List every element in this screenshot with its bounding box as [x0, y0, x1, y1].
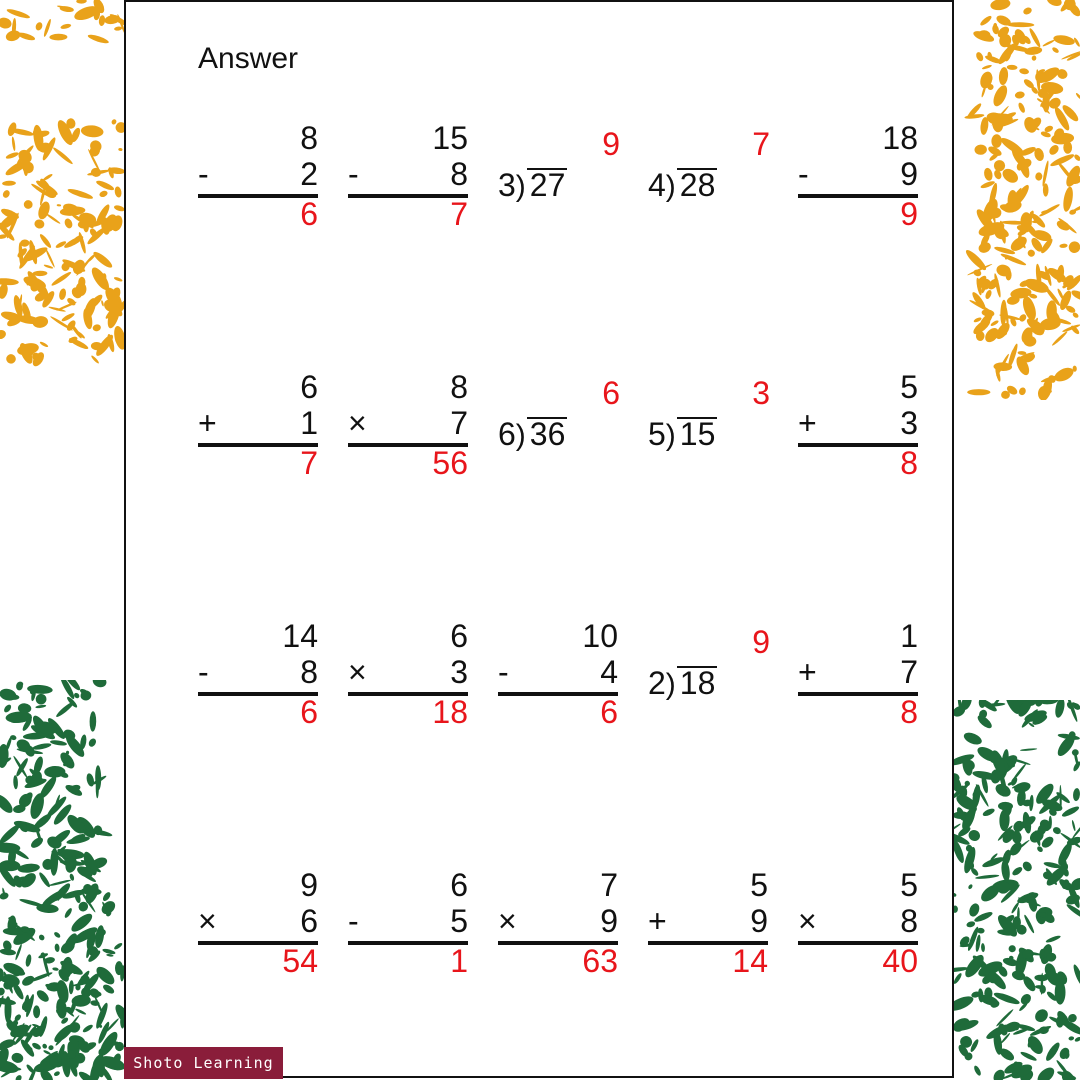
paint-speck — [35, 988, 51, 1004]
answer-value: 56 — [432, 445, 468, 481]
paint-speck — [1052, 826, 1062, 836]
quotient-answer: 9 — [752, 624, 770, 660]
paint-speck — [96, 776, 99, 798]
arithmetic-problem — [498, 867, 618, 977]
paint-speck — [1031, 55, 1037, 61]
paint-speck — [1, 189, 11, 199]
paint-speck — [14, 1074, 22, 1080]
paint-speck — [25, 1063, 35, 1074]
operator-sign: × — [198, 903, 217, 939]
paint-speck — [54, 943, 60, 952]
first-operand: 5 — [750, 867, 768, 903]
green-paint-splatter-bottom-left — [0, 680, 124, 1080]
worksheet-page — [124, 0, 954, 1078]
operator-sign: - — [498, 654, 509, 690]
operator-sign: - — [198, 654, 209, 690]
answer-value: 18 — [432, 694, 468, 730]
operator-sign: × — [798, 903, 817, 939]
paint-speck — [998, 67, 1009, 86]
paint-speck — [86, 253, 97, 263]
green-paint-splatter-bottom-right — [954, 700, 1080, 1080]
page-title: Answer — [198, 42, 299, 75]
paint-speck — [33, 1005, 40, 1018]
paint-speck — [977, 240, 993, 255]
paint-speck — [25, 954, 33, 967]
paint-speck — [113, 276, 123, 282]
paint-speck — [1062, 186, 1075, 213]
paint-speck — [967, 389, 990, 395]
paint-speck — [43, 1049, 52, 1055]
paint-speck — [42, 173, 53, 181]
paint-speck — [92, 324, 102, 332]
second-operand: 7 — [450, 405, 468, 441]
answer-value: 63 — [582, 943, 618, 979]
paint-speck — [39, 341, 49, 348]
second-operand: 9 — [600, 903, 618, 939]
paint-speck — [69, 980, 75, 994]
division-bracket: ) — [665, 419, 676, 452]
paint-speck — [38, 233, 52, 249]
paint-speck — [0, 328, 7, 340]
paint-speck — [1059, 243, 1068, 248]
second-operand: 7 — [900, 654, 918, 690]
operator-sign: × — [348, 654, 367, 690]
arithmetic-problem — [798, 867, 918, 977]
paint-speck — [1045, 934, 1061, 943]
paint-speck — [52, 146, 74, 165]
paint-speck — [5, 151, 19, 160]
paint-speck — [1045, 0, 1063, 8]
arithmetic-problem — [198, 618, 318, 728]
dividend: 18 — [677, 666, 718, 698]
paint-speck — [91, 250, 114, 270]
operator-sign: + — [198, 405, 217, 441]
second-operand: 2 — [300, 156, 318, 192]
paint-speck — [0, 16, 13, 30]
paint-speck — [67, 187, 94, 201]
paint-speck — [11, 136, 16, 151]
paint-speck — [1051, 46, 1059, 54]
paint-speck — [1007, 65, 1018, 71]
arithmetic-problem — [798, 120, 918, 230]
division-expression — [498, 416, 567, 454]
paint-speck — [55, 700, 76, 718]
answer-value: 7 — [450, 196, 468, 232]
paint-speck — [974, 144, 987, 155]
second-operand: 5 — [450, 903, 468, 939]
paint-speck — [3, 703, 13, 713]
paint-speck — [1022, 811, 1033, 834]
arithmetic-problem — [798, 618, 918, 728]
paint-speck — [36, 200, 52, 221]
dividend: 27 — [527, 168, 568, 200]
division-problem — [498, 120, 618, 230]
paint-speck — [984, 289, 993, 300]
paint-speck — [1019, 68, 1030, 75]
paint-speck — [75, 1008, 87, 1016]
answer-value: 6 — [300, 196, 318, 232]
paint-speck — [1035, 172, 1043, 181]
paint-speck — [114, 186, 122, 198]
paint-speck — [90, 355, 99, 365]
paint-speck — [43, 264, 53, 269]
answer-value: 9 — [900, 196, 918, 232]
paint-speck — [1067, 239, 1080, 255]
paint-speck — [1014, 91, 1025, 99]
paint-speck — [990, 319, 999, 327]
paint-speck — [981, 943, 985, 952]
paint-speck — [1033, 1007, 1051, 1025]
division-expression — [648, 416, 717, 454]
second-operand: 8 — [300, 654, 318, 690]
answer-value: 54 — [282, 943, 318, 979]
paint-speck — [114, 26, 122, 31]
paint-speck — [1073, 788, 1080, 802]
arithmetic-problem — [348, 120, 468, 230]
division-expression — [648, 167, 717, 205]
paint-speck — [1071, 820, 1076, 832]
paint-speck — [33, 271, 48, 277]
paint-speck — [1036, 98, 1042, 103]
paint-speck — [56, 301, 77, 312]
paint-speck — [63, 217, 74, 229]
answer-value: 40 — [882, 943, 918, 979]
quotient-answer: 6 — [602, 375, 620, 411]
paint-speck — [982, 807, 996, 817]
paint-speck — [118, 148, 123, 151]
paint-speck — [1035, 1065, 1057, 1080]
paint-speck — [1018, 386, 1027, 396]
operator-sign: + — [798, 405, 817, 441]
paint-speck — [80, 124, 104, 138]
first-operand: 8 — [300, 120, 318, 156]
division-bracket: ) — [515, 419, 526, 452]
paint-speck — [31, 1041, 42, 1051]
arithmetic-problem — [348, 867, 468, 977]
paint-speck — [63, 907, 73, 919]
arithmetic-problem — [498, 618, 618, 728]
answer-value: 14 — [732, 943, 768, 979]
paint-speck — [111, 118, 118, 125]
operator-sign: - — [798, 156, 809, 192]
operator-sign: - — [198, 156, 209, 192]
paint-speck — [35, 693, 48, 706]
first-operand: 18 — [882, 120, 918, 156]
first-operand: 9 — [300, 867, 318, 903]
paint-speck — [91, 680, 108, 689]
paint-speck — [10, 1052, 24, 1065]
paint-speck — [76, 0, 87, 4]
paint-speck — [1022, 6, 1033, 16]
paint-speck — [55, 240, 67, 249]
paint-speck — [52, 967, 59, 971]
first-operand: 6 — [450, 867, 468, 903]
paint-speck — [29, 836, 45, 850]
divisor: 4 — [648, 167, 666, 203]
paint-speck — [22, 198, 34, 210]
paint-speck — [113, 942, 123, 951]
first-operand: 1 — [900, 618, 918, 654]
paint-speck — [1020, 748, 1037, 751]
divisor: 3 — [498, 167, 516, 203]
paint-speck — [1000, 300, 1007, 326]
first-operand: 6 — [300, 369, 318, 405]
paint-speck — [1068, 1036, 1074, 1041]
paint-speck — [954, 972, 963, 985]
paint-speck — [57, 204, 62, 207]
paint-speck — [962, 730, 983, 747]
paint-speck — [1052, 365, 1075, 384]
paint-speck — [1053, 34, 1076, 47]
first-operand: 15 — [432, 120, 468, 156]
paint-speck — [49, 34, 67, 41]
quotient-answer: 9 — [602, 126, 620, 162]
paint-speck — [966, 920, 976, 928]
paint-speck — [954, 892, 957, 897]
paint-speck — [1042, 39, 1055, 47]
quotient-answer: 7 — [752, 126, 770, 162]
paint-speck — [2, 181, 16, 186]
second-operand: 4 — [600, 654, 618, 690]
divisor: 6 — [498, 416, 516, 452]
division-bracket: ) — [515, 170, 526, 203]
dividend: 36 — [527, 417, 568, 449]
paint-speck — [983, 167, 994, 181]
paint-speck — [991, 134, 1002, 148]
answer-value: 8 — [900, 694, 918, 730]
divisor: 5 — [648, 416, 666, 452]
paint-speck — [101, 300, 105, 307]
paint-speck — [1028, 27, 1042, 48]
second-operand: 3 — [900, 405, 918, 441]
division-problem — [648, 120, 768, 230]
arithmetic-problem — [348, 369, 468, 479]
paint-speck — [1017, 102, 1026, 114]
paint-speck — [1075, 92, 1080, 100]
answer-value: 6 — [600, 694, 618, 730]
paint-speck — [1011, 865, 1024, 877]
second-operand: 3 — [450, 654, 468, 690]
dividend: 15 — [677, 417, 718, 449]
dividend: 28 — [677, 168, 718, 200]
second-operand: 8 — [900, 903, 918, 939]
paint-speck — [1073, 153, 1080, 162]
answer-value: 6 — [300, 694, 318, 730]
paint-speck — [34, 21, 43, 31]
paint-speck — [115, 1042, 124, 1051]
paint-speck — [38, 871, 52, 888]
arithmetic-problem — [198, 120, 318, 230]
division-bracket: ) — [665, 170, 676, 203]
second-operand: 8 — [450, 156, 468, 192]
orange-paint-splatter-top-right — [954, 0, 1080, 400]
paint-speck — [979, 14, 993, 27]
operator-sign: + — [648, 903, 667, 939]
paint-speck — [954, 823, 961, 832]
paint-speck — [0, 948, 16, 956]
paint-speck — [102, 983, 116, 996]
paint-speck — [1027, 249, 1036, 258]
answer-value: 7 — [300, 445, 318, 481]
paint-speck — [967, 884, 973, 890]
division-expression — [648, 665, 717, 703]
second-operand: 9 — [900, 156, 918, 192]
paint-speck — [973, 1065, 982, 1077]
first-operand: 14 — [282, 618, 318, 654]
operator-sign: - — [348, 903, 359, 939]
paint-speck — [1070, 288, 1080, 302]
paint-speck — [48, 1045, 54, 1051]
paint-speck — [1008, 945, 1016, 953]
paint-speck — [954, 905, 958, 913]
second-operand: 9 — [750, 903, 768, 939]
paint-speck — [1044, 1041, 1062, 1063]
paint-speck — [35, 704, 46, 708]
paint-speck — [20, 974, 36, 988]
paint-speck — [89, 711, 96, 732]
paint-speck — [95, 179, 115, 192]
paint-speck — [998, 802, 1013, 811]
quotient-answer: 3 — [752, 375, 770, 411]
paint-speck — [1072, 964, 1080, 988]
paint-speck — [1021, 860, 1034, 873]
brand-badge: Shoto Learning — [124, 1047, 283, 1079]
first-operand: 10 — [582, 618, 618, 654]
paint-speck — [1061, 805, 1080, 819]
paint-speck — [1054, 700, 1066, 719]
paint-speck — [13, 775, 18, 789]
paint-speck — [53, 1070, 60, 1077]
paint-speck — [1047, 143, 1060, 156]
operator-sign: × — [498, 903, 517, 939]
paint-speck — [85, 773, 95, 788]
first-operand: 8 — [450, 369, 468, 405]
paint-speck — [43, 18, 52, 37]
paint-speck — [975, 874, 999, 880]
division-expression — [498, 167, 567, 205]
second-operand: 1 — [300, 405, 318, 441]
division-problem — [498, 369, 618, 479]
answer-value: 1 — [450, 943, 468, 979]
orange-paint-splatter-top-left — [0, 0, 124, 370]
first-operand: 7 — [600, 867, 618, 903]
operator-sign: - — [348, 156, 359, 192]
paint-speck — [1000, 252, 1027, 267]
paint-speck — [101, 891, 112, 903]
paint-speck — [50, 739, 68, 746]
paint-speck — [1000, 860, 1011, 882]
second-operand: 6 — [300, 903, 318, 939]
paint-speck — [6, 7, 31, 19]
paint-speck — [82, 1023, 94, 1033]
paint-speck — [1041, 160, 1049, 187]
first-operand: 5 — [900, 369, 918, 405]
division-problem — [648, 618, 768, 728]
arithmetic-problem — [648, 867, 768, 977]
paint-speck — [50, 270, 72, 287]
paint-speck — [60, 23, 72, 30]
paint-speck — [41, 1043, 47, 1050]
paint-speck — [32, 742, 52, 751]
arithmetic-problem — [348, 618, 468, 728]
paint-speck — [33, 218, 45, 229]
arithmetic-problem — [198, 867, 318, 977]
operator-sign: × — [348, 405, 367, 441]
paint-speck — [38, 934, 46, 942]
arithmetic-problem — [198, 369, 318, 479]
paint-speck — [87, 33, 110, 45]
division-bracket: ) — [665, 668, 676, 701]
paint-speck — [0, 283, 9, 300]
paint-speck — [1058, 1046, 1071, 1061]
paint-speck — [99, 190, 109, 199]
paint-speck — [975, 51, 985, 62]
paint-speck — [87, 737, 97, 748]
divisor: 2 — [648, 665, 666, 701]
paint-speck — [1019, 992, 1033, 1007]
first-operand: 6 — [450, 618, 468, 654]
operator-sign: + — [798, 654, 817, 690]
answer-value: 8 — [900, 445, 918, 481]
paint-speck — [77, 232, 87, 254]
paint-speck — [967, 902, 981, 918]
paint-speck — [1063, 164, 1080, 189]
paint-speck — [53, 931, 61, 939]
first-operand: 5 — [900, 867, 918, 903]
paint-speck — [1051, 330, 1068, 346]
paint-speck — [982, 64, 993, 70]
division-problem — [648, 369, 768, 479]
paint-speck — [1074, 1036, 1080, 1043]
paint-speck — [17, 863, 40, 874]
paint-speck — [113, 204, 124, 212]
paint-speck — [5, 353, 17, 365]
paint-speck — [0, 792, 15, 816]
arithmetic-problem — [798, 369, 918, 479]
paint-speck — [1072, 203, 1080, 212]
paint-speck — [58, 288, 67, 301]
